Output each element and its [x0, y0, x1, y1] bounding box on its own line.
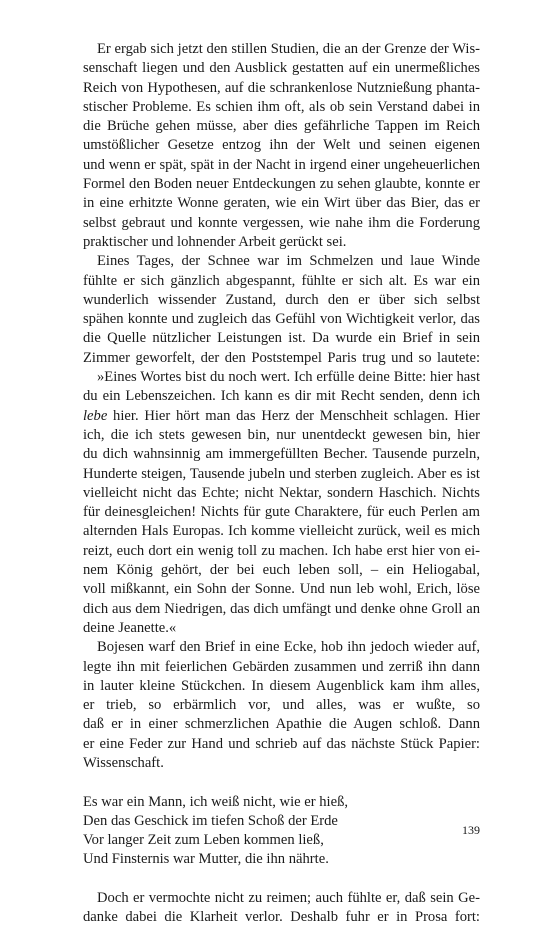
text-line: nem König gehört, der bei euch leben soll, – ein Heliogabal,: [83, 562, 480, 579]
text-line: die Quelle nützlicher Leistungen ist. Da wurde ein Brief in sein: [83, 330, 480, 347]
text-line: ich, die ich stets gewesen bin, nur unentdeckt gewesen bin, hier: [83, 426, 480, 443]
text-line: wunderlich wissender Zustand, durch den er über sich selbst: [83, 291, 480, 308]
text-line: Reich von Hypothesen, auf die schrankenlose Nutznießung phanta-: [83, 79, 480, 96]
text-line: Bojesen warf den Brief in eine Ecke, hob ihn jedoch wieder auf,: [97, 639, 480, 656]
text-line: legte ihn mit feierlichen Gebärden zusammen und zerriß ihn dann: [83, 658, 480, 675]
blank-line: [83, 773, 480, 792]
text-line: Es war ein Mann, ich weiß nicht, wie er hieß,: [83, 793, 349, 810]
page-number: 139: [462, 823, 480, 837]
text-line: senschaft liegen und den Ausblick gestatten auf ein unermeßliches: [83, 60, 480, 77]
text-line: vielleicht nicht das Echte; nicht Nektar, sondern Haschich. Nichts: [83, 484, 480, 501]
text-line: Er ergab sich jetzt den stillen Studien, die an der Grenze der Wis-: [97, 41, 480, 57]
text-line: Formel den Boden neuer Entdeckungen zu sehen glaubte, konnte er: [83, 176, 480, 193]
text-line: Wissenschaft.: [83, 754, 164, 771]
text-line: für deinesgleichen! Nichts für gute Charaktere, für euch Perlen am: [83, 504, 480, 521]
text-line: selbst gebraut und konnte vergessen, wie nahe ihm die Forderung: [83, 214, 480, 231]
italic-word: lebe: [83, 407, 108, 424]
text-line: praktischer und lohnender Arbeit gerückt sei.: [83, 233, 347, 250]
text-line: Vor langer Zeit zum Leben kommen ließ,: [83, 832, 324, 849]
text-line: spähen konnte und zugleich das Gefühl von Wichtigkeit verlor, das: [83, 311, 480, 328]
text-line: Und Finsternis war Mutter, die ihn nährte.: [83, 851, 329, 868]
text-line: alternden Hals Europas. Ich komme vielleicht zurück, weil es mich: [83, 523, 480, 540]
text-segment: hier. Hier hört man das Herz der Menschheit schlagen. Hier: [113, 407, 480, 424]
text-line: Doch er vermochte nicht zu reimen; auch fühlte er, daß sein Ge-: [97, 890, 480, 907]
text-line: Zimmer geworfelt, der den Poststempel Paris trug und so lautete:: [83, 349, 480, 366]
text-line: du dich wahnsinnig am immergefüllten Becher. Tausende purzeln,: [83, 446, 480, 463]
text-line: reizt, euch dort ein wenig toll zu machen. Ich habe erst hier von ei-: [83, 542, 480, 559]
text-line: Eines Tages, der Schnee war im Schmelzen und laue Winde: [97, 253, 480, 270]
blank-line: [83, 870, 480, 889]
text-line: er trieb, so erbärmlich vor, und alles, was er wußte, so: [83, 697, 480, 714]
text-line: daß er in einer schmerzlichen Apathie die Augen schloß. Dann: [83, 716, 480, 733]
text-line: du ein Lebenszeichen. Ich kann es dir mit Recht senden, denn ich: [83, 388, 480, 405]
text-line: fühlte er sich gänzlich abgespannt, fühlte er sich alt. Es war ein: [83, 272, 480, 289]
text-line: deine Jeanette.«: [83, 619, 177, 636]
text-line: [83, 407, 480, 426]
text-line: die Brüche gehen müsse, aber dies gefährliche Tappen im Reich: [83, 118, 480, 135]
text-line: stischer Probleme. Es schien ihm oft, als ob sein Verstand dabei in: [83, 98, 480, 115]
page-body: [83, 40, 480, 928]
text-line: in lauter kleine Stückchen. In diesem Augenblick kam ihm alles,: [83, 677, 480, 694]
text-line: und wenn er spät, spät in der Nacht in irgend einer ungeheuerlichen: [83, 156, 480, 173]
text-line: er eine Feder zur Hand und schrieb auf das nächste Stück Papier:: [83, 735, 480, 752]
text-line: Den das Geschick im tiefen Schoß der Erde: [83, 812, 338, 829]
text-line: umstößlicher Gesetze entzog ihn der Welt und seinen eigenen: [83, 137, 480, 154]
text-line: danke dabei die Klarheit verlor. Deshalb fuhr er in Prosa fort:: [83, 909, 480, 926]
text-line: voll mißkannt, ein Sohn der Sonne. Und nun leb wohl, Erich, löse: [83, 581, 480, 598]
text-line: »Eines Wortes bist du noch wert. Ich erfülle deine Bitte: hier hast: [97, 369, 480, 386]
text-line: dich aus dem Niedrigen, das dich umfängt und denke ohne Groll an: [83, 600, 480, 617]
text-line: Hunderte steigen, Tausende jubeln und sterben zugleich. Aber es ist: [83, 465, 480, 482]
text-line: in eine erhitzte Wonne geraten, wie ein Wirt über das Bier, das er: [83, 195, 480, 212]
